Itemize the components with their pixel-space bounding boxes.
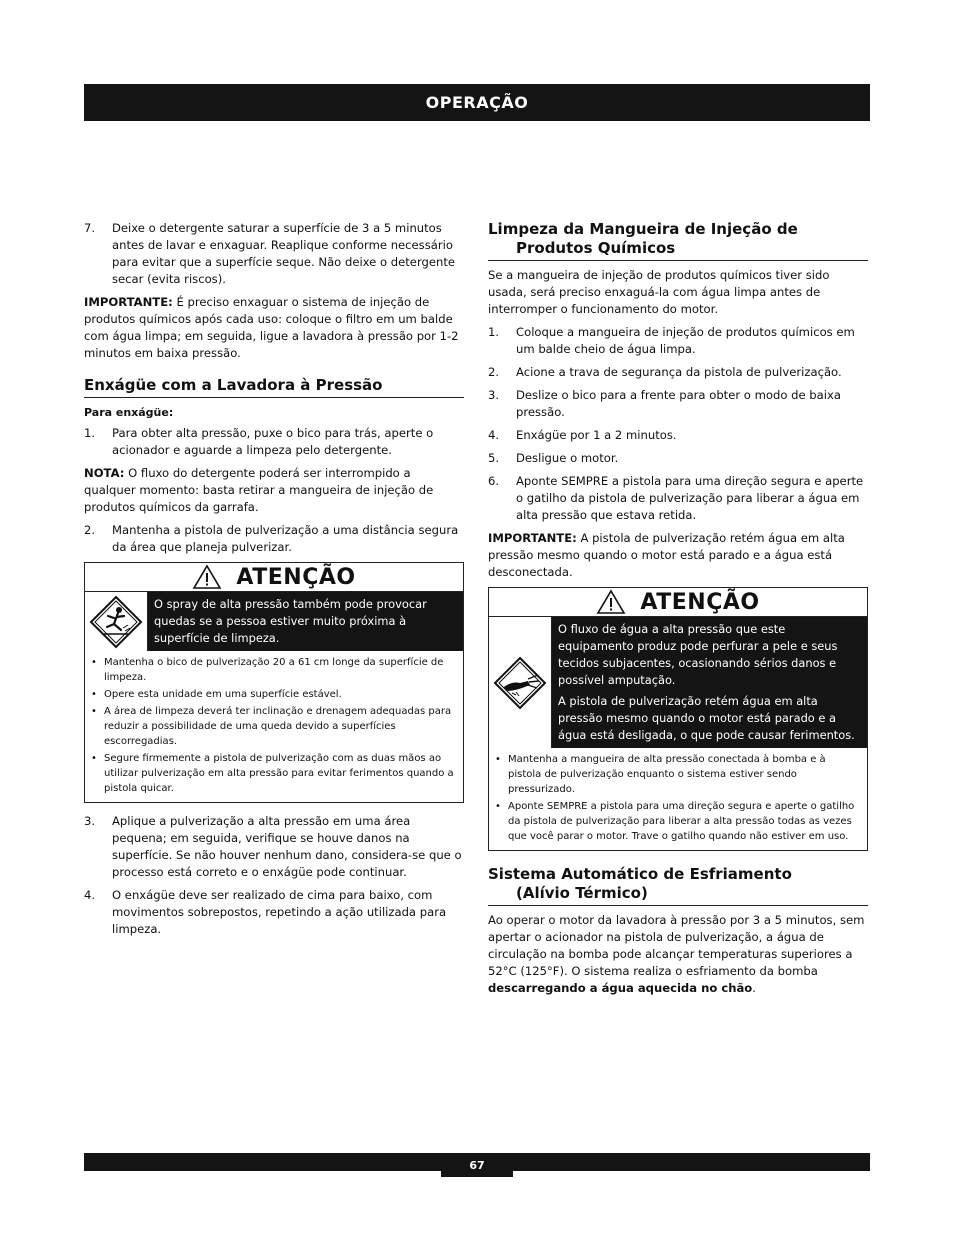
list-item: • A área de limpeza deverá ter inclinação e drenagem adequadas para reduzir a possibilidade de uma queda devido a superfícies escorregadias. [91,706,452,747]
section-heading-hose-cleaning: Limpeza da Mangueira de Injeção de Produtos Químicos [488,220,868,261]
step-4: 4. Enxágüe por 1 a 2 minutos. [488,428,677,442]
injection-hazard-icon [489,617,552,748]
step-1: 1. Para obter alta pressão, puxe o bico para trás, aperte o acionador e aguarde a limpeza pelo detergente. [84,426,434,457]
list-item: • Aponte SEMPRE a pistola para uma direção segura e aperte o gatilho da pistola de pulverização para liberar a alta pressão todas as vezes que você parar o motor. Trave o gatilho quando não estiver em uso. [495,801,855,842]
section-heading-rinse: Enxágüe com a Lavadora à Pressão [84,376,464,398]
step-2: 2. Mantenha a pistola de pulverização a uma distância segura da área que planeja pulverizar. [84,523,459,554]
step-3: 3. Deslize o bico para a frente para obter o modo de baixa pressão. [488,388,841,419]
warning-box-slip [84,562,464,803]
warning-text: O spray de alta pressão também pode provocar quedas se a pessoa estiver muito próxima à superfície de limpeza. [154,597,427,645]
step-5: 5. Desligue o motor. [488,451,619,465]
list-item: • Opere esta unidade em uma superfície estável. [91,689,342,700]
warning-title: ATENÇÃO [640,589,760,615]
warning-bullets [489,748,867,850]
warning-bullets [85,651,463,802]
warning-header [85,563,463,592]
nota-note: NOTA: O fluxo do detergente poderá ser interrompido a qualquer momento: basta retirar a mangueira de injeção de produtos químicos da garrafa. [84,466,434,514]
section-heading-thermal-relief: Sistema Automático de Esfriamento (Alívio Térmico) [488,865,868,906]
step-text: Deixe o detergente saturar a superfície de 3 a 5 minutos antes de lavar e enxaguar. Reaplique conforme necessário para evitar que a superfície seque. Não deixe o detergente secar (evita riscos). [112,221,456,286]
step-7 [84,220,464,288]
cooling-paragraph: Ao operar o motor da lavadora à pressão por 3 a 5 minutos, sem apertar o acionador na pistola de pulverização, a água de circulação na bomba pode alcançar temperaturas superiores a 52°C (125°F). O sistema realiza o esfriamento da bomba descarregando a água aquecida no chão. [488,913,865,995]
page-number: 67 [441,1153,513,1177]
warning-body [489,617,867,748]
warning-body [85,592,463,651]
right-column [488,220,868,1003]
warning-title: ATENÇÃO [236,564,356,590]
warning-triangle-icon [192,564,222,590]
slip-hazard-icon [85,592,148,651]
intro-paragraph: Se a mangueira de injeção de produtos químicos tiver sido usada, será preciso enxaguá-la com água limpa antes de interromper o funcionamento do motor. [488,268,830,316]
step-number: 7. [84,221,96,235]
step-3: 3. Aplique a pulverização a alta pressão em uma área pequena; em seguida, verifique se houve danos na superfície. Se não houver nenhum dano, considera-se que o processo está correto e o enxágüe pode continuar. [84,814,462,879]
important-note: IMPORTANTE: É preciso enxaguar o sistema de injeção de produtos químicos após cada uso: coloque o filtro em um balde com água limpa; em seguida, ligue a lavadora à pressão por 1-2 minutos em baixa pressão. [84,295,459,360]
step-2: 2. Acione a trava de segurança da pistola de pulverização. [488,365,842,379]
list-item: • Mantenha o bico de pulverização 20 a 61 cm longe da superfície de limpeza. [91,657,444,683]
list-item: • Segure firmemente a pistola de pulverização com as duas mãos ao utilizar pulverização em alta pressão para evitar ferimentos quando a pistola quicar. [91,753,454,794]
step-1: 1. Coloque a mangueira de injeção de produtos químicos em um balde cheio de água limpa. [488,325,855,356]
left-column [84,220,464,944]
step-4: 4. O enxágüe deve ser realizado de cima para baixo, com movimentos sobrepostos, repetindo a ação utilizada para limpeza. [84,888,447,936]
list-item: • Mantenha a mangueira de alta pressão conectada à bomba e à pistola de pulverização enquanto o sistema estiver sendo pressurizado. [495,754,826,795]
subheading: Para enxágüe: [84,406,174,419]
warning-text: O fluxo de água a alta pressão que este equipamento produz pode perfurar a pele e seus tecidos subjacentes, ocasionando sérios danos e possível amputação. A pistola de pulverização retém água em alta pressão mesmo quando o motor está parado e a água está desligada, o que pode causar ferimentos. [558,622,855,742]
section-title: OPERAÇÃO [425,93,529,112]
warning-box-injection [488,587,868,851]
step-6: 6. Aponte SEMPRE a pistola para uma direção segura e aperte o gatilho da pistola de pulverização para liberar a água em alta pressão que estava retida. [488,474,864,522]
warning-triangle-icon [596,589,626,615]
warning-header [489,588,867,617]
important-note: IMPORTANTE: A pistola de pulverização retém água em alta pressão mesmo quando o motor está parado e a água está desconectada. [488,531,845,579]
section-header [84,84,870,121]
